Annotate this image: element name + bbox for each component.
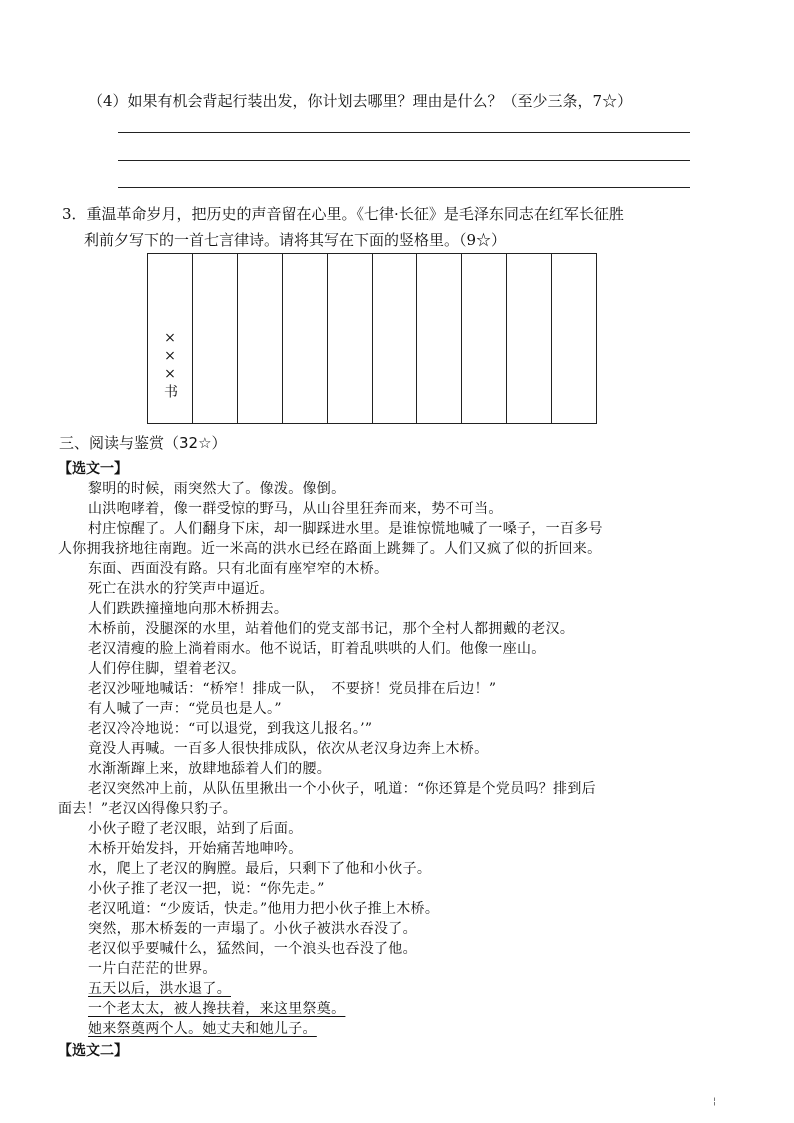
grid-column[interactable] <box>283 254 328 423</box>
grid-signature: ×××书 <box>161 330 178 400</box>
grid-column[interactable] <box>552 254 596 423</box>
passage-line-underlined: 她来祭奠两个人。她丈夫和她儿子。 <box>88 1021 317 1037</box>
passage-line-underlined: 五天以后，洪水退了。 <box>88 981 231 997</box>
passage-line: 人你拥我挤地往南跑。近一米高的洪水已经在路面上跳舞了。人们又疯了似的折回来。 <box>58 541 602 557</box>
passage-line: 死亡在洪水的狞笑声中逼近。 <box>88 581 274 597</box>
corner-mark: ¦ <box>713 1097 717 1107</box>
passage-line: 老汉吼道：“少废话，快走。”他用力把小伙子推上木桥。 <box>88 901 440 917</box>
passage-line: 竟没人再喊。一百多人很快排成队，依次从老汉身边奔上木桥。 <box>88 741 489 757</box>
answer-line-3[interactable] <box>118 187 690 188</box>
grid-column[interactable] <box>148 254 193 423</box>
passage-2-label: 【选文二】 <box>58 1043 128 1059</box>
passage-line: 老汉冷冷地说：“可以退党，到我这儿报名。’” <box>88 721 373 737</box>
passage-line: 木桥前，没腿深的水里，站着他们的党支部书记，那个全村人都拥戴的老汉。 <box>88 621 575 637</box>
passage-line: 人们停住脚，望着老汉。 <box>88 661 246 677</box>
passage-line: 水渐渐蹿上来，放肆地舔着人们的腰。 <box>88 761 332 777</box>
passage-line: 东面、西面没有路。只有北面有座窄窄的木桥。 <box>88 561 389 577</box>
passage-line: 黎明的时候，雨突然大了。像泼。像倒。 <box>88 481 346 497</box>
vertical-writing-grid <box>147 253 597 424</box>
passage-line: 山洪咆哮着，像一群受惊的野马，从山谷里狂奔而来，势不可当。 <box>88 501 503 517</box>
passage-line: 小伙子瞪了老汉眼，站到了后面。 <box>88 821 303 837</box>
answer-line-2[interactable] <box>118 160 690 161</box>
passage-1-label: 【选文一】 <box>58 461 128 477</box>
grid-column[interactable] <box>417 254 462 423</box>
passage-line: 老汉清瘦的脸上淌着雨水。他不说话，盯着乱哄哄的人们。他像一座山。 <box>88 641 546 657</box>
answer-line-1[interactable] <box>118 132 690 133</box>
passage-line: 人们跌跌撞撞地向那木桥拥去。 <box>88 601 289 617</box>
passage-line: 水，爬上了老汉的胸膛。最后，只剩下了他和小伙子。 <box>88 861 432 877</box>
passage-line: 老汉沙哑地喊话：“桥窄！排成一队， 不要挤！党员排在后边！” <box>88 681 497 697</box>
grid-column[interactable] <box>238 254 283 423</box>
passage-line: 老汉突然冲上前，从队伍里揪出一个小伙子，吼道：“你还算是个党员吗？排到后 <box>88 781 596 797</box>
grid-column[interactable] <box>193 254 238 423</box>
question-3-line-2: 利前夕写下的一首七言律诗。请将其写在下面的竖格里。（9☆） <box>84 231 507 249</box>
passage-line: 村庄惊醒了。人们翻身下床，却一脚踩进水里。是谁惊慌地喊了一嗓子，一百多号 <box>88 521 603 537</box>
passage-line: 面去！”老汉凶得像只豹子。 <box>58 801 238 817</box>
grid-column[interactable] <box>328 254 373 423</box>
grid-column[interactable] <box>462 254 507 423</box>
passage-line: 木桥开始发抖，开始痛苦地呻吟。 <box>88 841 303 857</box>
section-title: 三、阅读与鉴赏（32☆） <box>59 434 227 452</box>
passage-line: 有人喊了一声：“党员也是人。” <box>88 701 282 717</box>
grid-column[interactable] <box>373 254 418 423</box>
passage-line-underlined: 一个老太太，被人搀扶着，来这里祭奠。 <box>88 1001 346 1017</box>
question-3-line-1: 3．重温革命岁月，把历史的声音留在心里。《七律·长征》是毛泽东同志在红军长征胜 <box>62 205 624 223</box>
grid-column[interactable] <box>507 254 552 423</box>
question-4: （4）如果有机会背起行装出发，你计划去哪里？理由是什么？（至少三条，7☆） <box>88 92 633 110</box>
passage-line: 小伙子推了老汉一把，说：“你先走。” <box>88 881 325 897</box>
passage-line: 老汉似乎要喊什么，猛然间，一个浪头也吞没了他。 <box>88 941 417 957</box>
passage-line: 一片白茫茫的世界。 <box>88 961 217 977</box>
passage-line: 突然，那木桥轰的一声塌了。小伙子被洪水吞没了。 <box>88 921 417 937</box>
